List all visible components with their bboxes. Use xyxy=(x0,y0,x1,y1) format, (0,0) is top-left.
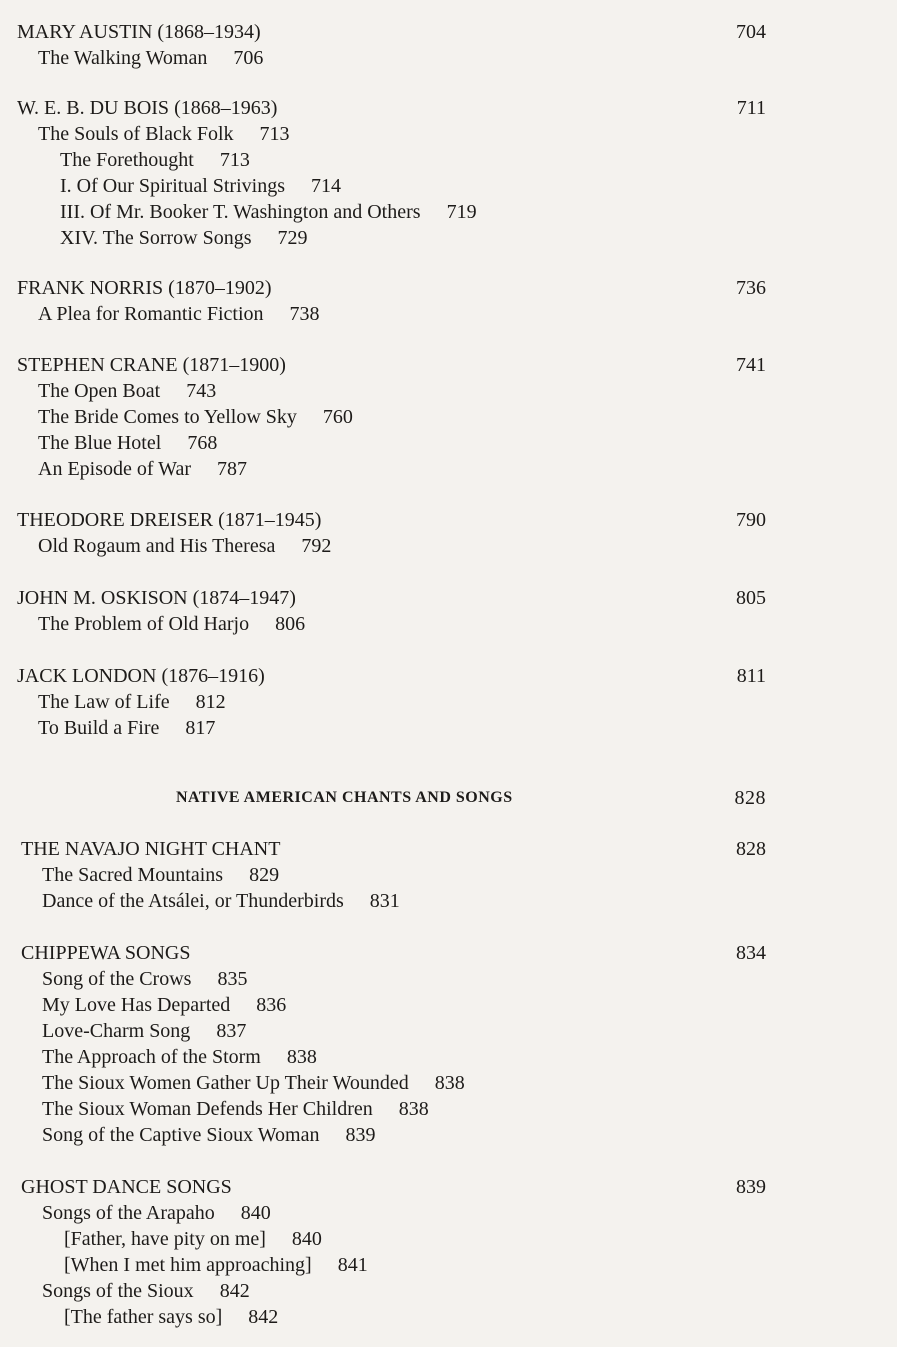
entry-title: The Forethought xyxy=(60,149,194,171)
entry-page-number: 806 xyxy=(275,613,306,635)
entry-page-number: 838 xyxy=(286,1046,317,1068)
author-page-number: 711 xyxy=(736,97,766,119)
entry-page-number: 719 xyxy=(446,201,477,223)
author-entry[interactable] xyxy=(21,1174,232,1200)
author-page-number: 811 xyxy=(736,665,766,687)
author-page-number: 741 xyxy=(736,354,766,376)
author-name: JOHN M. OSKISON xyxy=(17,587,188,609)
author-page-number: 704 xyxy=(736,21,766,43)
entry-page-number: 713 xyxy=(219,149,250,171)
author-name: JACK LONDON xyxy=(17,665,157,687)
author-name: THE NAVAJO NIGHT CHANT xyxy=(21,838,281,860)
author-dates: (1868–1934) xyxy=(152,21,261,43)
entry-page-number: 812 xyxy=(195,691,226,713)
entry-page-number: 840 xyxy=(240,1202,271,1224)
section-title: NATIVE AMERICAN CHANTS AND SONGS xyxy=(176,789,513,806)
entry-page-number: 831 xyxy=(369,890,400,912)
author-dates: (1874–1947) xyxy=(187,587,296,609)
entry-title: An Episode of War xyxy=(38,458,191,480)
toc-entry[interactable] xyxy=(38,378,216,404)
toc-subentry[interactable] xyxy=(64,1304,278,1330)
toc-subentry[interactable] xyxy=(60,173,341,199)
toc-entry[interactable] xyxy=(42,1200,271,1226)
entry-title: The Sioux Woman Defends Her Children xyxy=(42,1098,373,1120)
entry-page-number: 706 xyxy=(233,47,264,69)
entry-title: III. Of Mr. Booker T. Washington and Others xyxy=(60,201,421,223)
author-name: GHOST DANCE SONGS xyxy=(21,1176,232,1198)
entry-title: A Plea for Romantic Fiction xyxy=(38,303,264,325)
section-page-number: 828 xyxy=(734,787,766,809)
entry-title: [Father, have pity on me] xyxy=(64,1228,266,1250)
entry-page-number: 838 xyxy=(434,1072,465,1094)
entry-title: Songs of the Arapaho xyxy=(42,1202,215,1224)
entry-page-number: 836 xyxy=(256,994,287,1016)
author-dates: (1871–1900) xyxy=(177,354,286,376)
entry-title: The Open Boat xyxy=(38,380,161,402)
entry-page-number: 817 xyxy=(185,717,216,739)
entry-page-number: 842 xyxy=(248,1306,279,1328)
author-entry[interactable] xyxy=(17,352,286,378)
author-page-number: 839 xyxy=(736,1176,766,1198)
entry-page-number: 738 xyxy=(289,303,320,325)
author-entry[interactable] xyxy=(17,507,321,533)
author-entry[interactable] xyxy=(17,95,277,121)
toc-entry[interactable] xyxy=(42,888,400,914)
toc-entry[interactable] xyxy=(38,301,320,327)
author-page-number: 790 xyxy=(736,509,766,531)
entry-title: Love-Charm Song xyxy=(42,1020,191,1042)
entry-page-number: 714 xyxy=(311,175,341,197)
author-entry[interactable] xyxy=(17,663,265,689)
author-dates: (1871–1945) xyxy=(213,509,322,531)
toc-entry[interactable] xyxy=(42,1044,317,1070)
entry-title: [When I met him approaching] xyxy=(64,1254,312,1276)
toc-subentry[interactable] xyxy=(64,1226,322,1252)
entry-page-number: 713 xyxy=(259,123,290,145)
toc-entry[interactable] xyxy=(42,862,279,888)
toc-entry[interactable] xyxy=(42,1278,250,1304)
entry-title: Dance of the Atsálei, or Thunderbirds xyxy=(42,890,344,912)
entry-page-number: 842 xyxy=(219,1280,250,1302)
entry-page-number: 787 xyxy=(217,458,247,480)
entry-title: I. Of Our Spiritual Strivings xyxy=(60,175,285,197)
entry-title: Songs of the Sioux xyxy=(42,1280,194,1302)
entry-title: Old Rogaum and His Theresa xyxy=(38,535,276,557)
toc-subentry[interactable] xyxy=(64,1252,368,1278)
author-dates: (1870–1902) xyxy=(163,277,272,299)
entry-title: Song of the Captive Sioux Woman xyxy=(42,1124,320,1146)
author-name: W. E. B. DU BOIS xyxy=(17,97,170,119)
author-name: MARY AUSTIN xyxy=(17,21,153,43)
entry-page-number: 835 xyxy=(217,968,248,990)
toc-subentry[interactable] xyxy=(60,147,250,173)
author-name: THEODORE DREISER xyxy=(17,509,214,531)
entry-title: The Blue Hotel xyxy=(38,432,162,454)
entry-page-number: 839 xyxy=(345,1124,376,1146)
author-entry[interactable] xyxy=(17,275,271,301)
author-page-number: 834 xyxy=(736,942,766,964)
author-entry[interactable] xyxy=(17,19,261,45)
entry-page-number: 840 xyxy=(291,1228,322,1250)
author-name: FRANK NORRIS xyxy=(17,277,164,299)
author-entry[interactable] xyxy=(21,836,280,862)
toc-entry[interactable] xyxy=(42,1122,375,1148)
toc-entry[interactable] xyxy=(38,404,353,430)
entry-title: To Build a Fire xyxy=(38,717,160,739)
entry-title: The Law of Life xyxy=(38,691,170,713)
toc-entry[interactable] xyxy=(38,456,247,482)
entry-page-number: 743 xyxy=(186,380,217,402)
entry-page-number: 829 xyxy=(249,864,280,886)
toc-entry[interactable] xyxy=(42,966,247,992)
author-dates: (1868–1963) xyxy=(169,97,278,119)
author-entry[interactable] xyxy=(17,585,296,611)
entry-page-number: 838 xyxy=(398,1098,429,1120)
toc-subentry[interactable] xyxy=(60,199,477,225)
entry-title: My Love Has Departed xyxy=(42,994,231,1016)
toc-subentry[interactable] xyxy=(60,225,308,251)
entry-title: The Souls of Black Folk xyxy=(38,123,234,145)
entry-title: The Bride Comes to Yellow Sky xyxy=(38,406,297,428)
toc-entry[interactable] xyxy=(42,1070,465,1096)
entry-page-number: 792 xyxy=(301,535,332,557)
entry-title: The Sacred Mountains xyxy=(42,864,224,886)
author-name: CHIPPEWA SONGS xyxy=(21,942,191,964)
author-page-number: 736 xyxy=(736,277,766,299)
toc-entry[interactable] xyxy=(38,121,290,147)
entry-title: The Problem of Old Harjo xyxy=(38,613,250,635)
entry-title: The Approach of the Storm xyxy=(42,1046,261,1068)
entry-page-number: 837 xyxy=(216,1020,247,1042)
toc-entry[interactable] xyxy=(38,611,305,637)
entry-page-number: 841 xyxy=(337,1254,368,1276)
toc-entry[interactable] xyxy=(38,715,215,741)
toc-entry[interactable] xyxy=(42,1018,246,1044)
entry-title: The Sioux Women Gather Up Their Wounded xyxy=(42,1072,409,1094)
toc-entry[interactable] xyxy=(38,533,331,559)
entry-title: Song of the Crows xyxy=(42,968,192,990)
toc-entry[interactable] xyxy=(38,430,217,456)
toc-entry[interactable] xyxy=(38,689,226,715)
author-page-number: 828 xyxy=(736,838,766,860)
toc-entry[interactable] xyxy=(42,1096,429,1122)
entry-page-number: 768 xyxy=(187,432,218,454)
toc-entry[interactable] xyxy=(42,992,286,1018)
author-name: STEPHEN CRANE xyxy=(17,354,178,376)
author-page-number: 805 xyxy=(736,587,766,609)
author-entry[interactable] xyxy=(21,940,190,966)
toc-entry[interactable] xyxy=(38,45,263,71)
entry-title: [The father says so] xyxy=(64,1306,223,1328)
entry-title: The Walking Woman xyxy=(38,47,208,69)
author-dates: (1876–1916) xyxy=(156,665,265,687)
entry-title: XIV. The Sorrow Songs xyxy=(60,227,252,249)
entry-page-number: 760 xyxy=(322,406,353,428)
entry-page-number: 729 xyxy=(277,227,308,249)
